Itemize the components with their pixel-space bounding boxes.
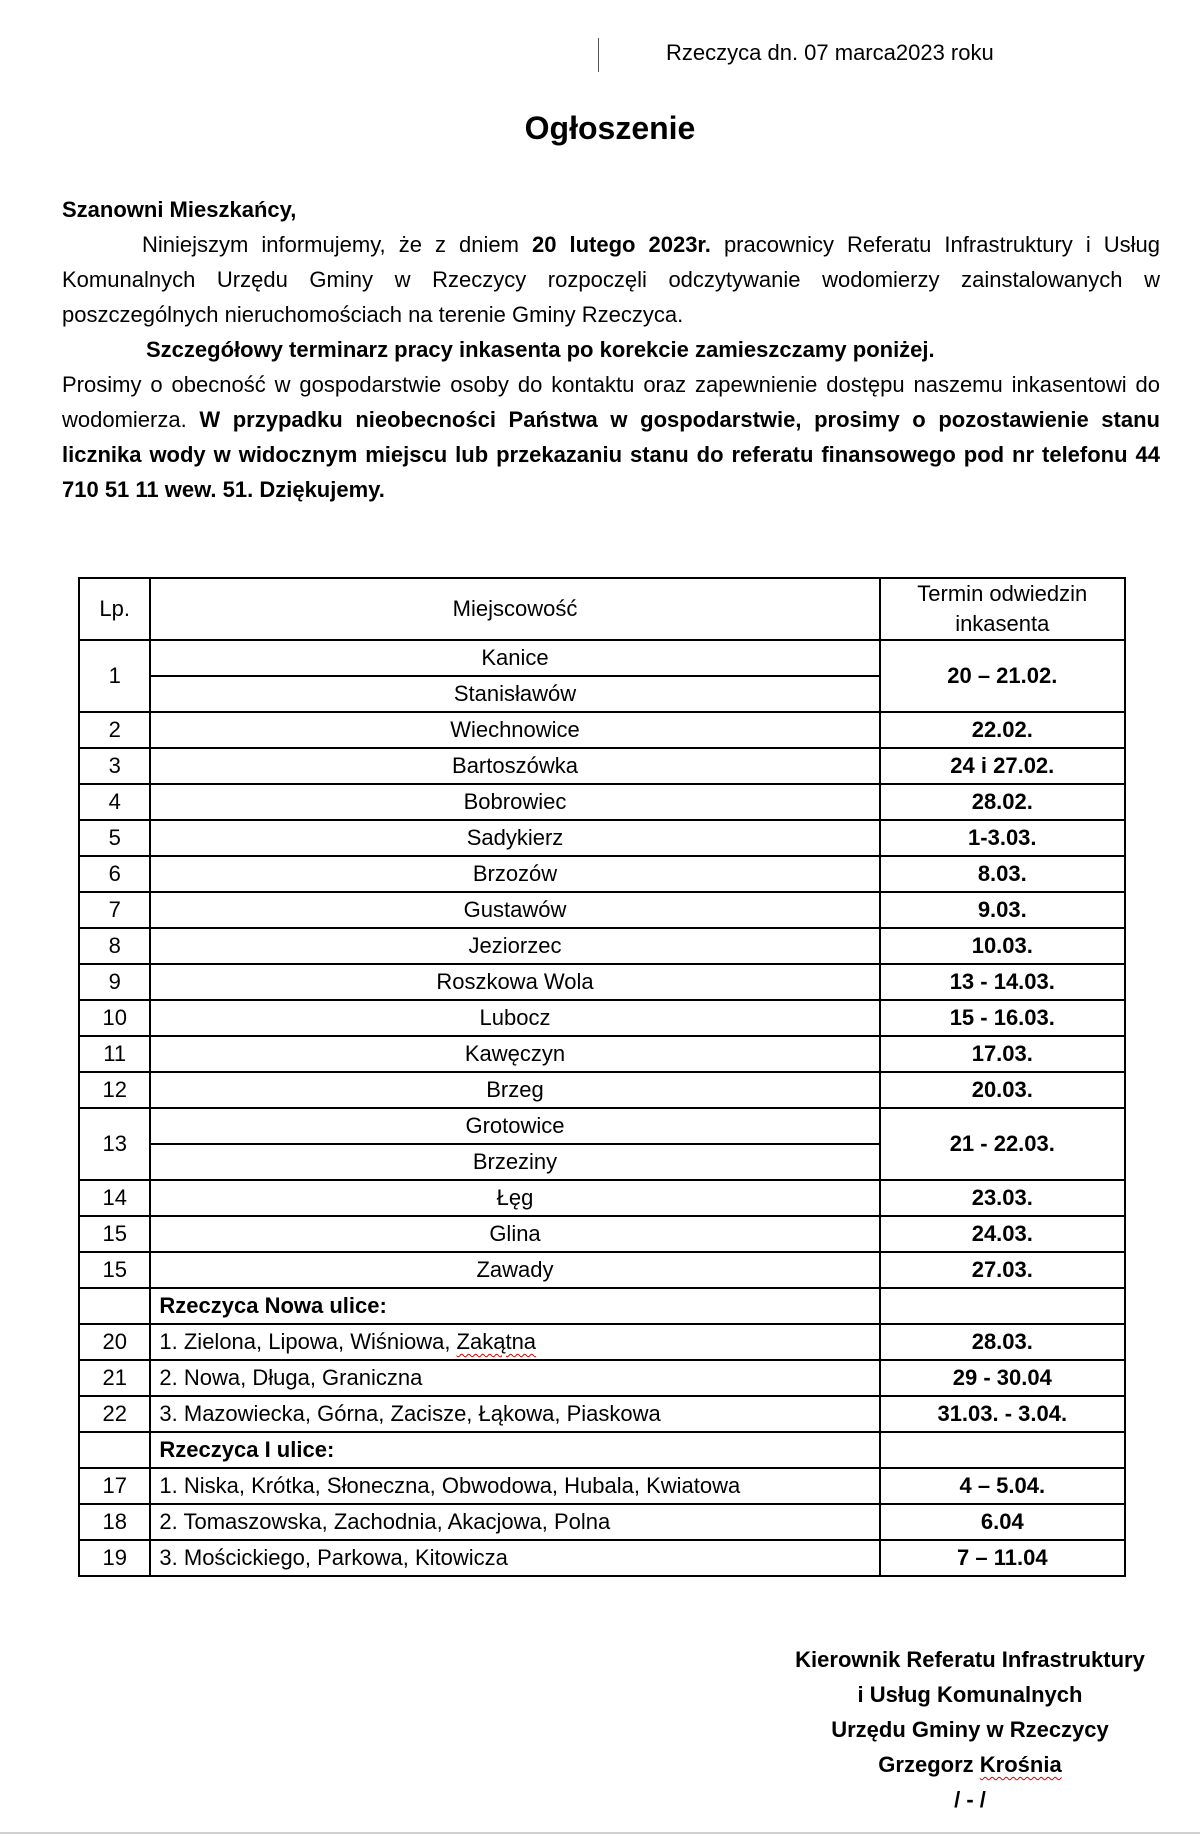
row-lp: 1 [79,640,150,712]
row-lp: 2 [79,712,150,748]
signature-block [700,1642,1200,1817]
group-header-row [79,1432,1125,1468]
row-lp: 17 [79,1468,150,1504]
row-lp: 20 [79,1324,150,1360]
table-row [79,1468,1125,1504]
row-streets [150,1468,879,1504]
row-date: 28.02. [880,784,1125,820]
row-lp: 8 [79,928,150,964]
streets-text: 2. Nowa, Długa, Graniczna [159,1365,423,1390]
row-place: Grotowice [150,1108,879,1144]
table-row [79,1360,1125,1396]
signature-line-3: Urzędu Gminy w Rzeczycy [831,1717,1109,1742]
schedule-subheading: Szczegółowy terminarz pracy inkasenta po korekcie zamieszczamy poniżej. [146,337,935,362]
row-place: Lubocz [150,1000,879,1036]
row-streets [150,1360,879,1396]
row-date: 24 i 27.02. [880,748,1125,784]
row-date: 24.03. [880,1216,1125,1252]
row-lp: 13 [79,1108,150,1180]
row-date: 15 - 16.03. [880,1000,1125,1036]
text-cursor [598,38,599,72]
table-row [79,928,1125,964]
row-lp: 18 [79,1504,150,1540]
streets-text: 1. Zielona, Lipowa, Wiśniowa, [159,1329,457,1354]
row-place: Jeziorzec [150,928,879,964]
streets-flagged-word: Zakątna [456,1329,537,1354]
signature-first-name: Grzegorz [878,1752,980,1777]
table-row [79,1504,1125,1540]
row-lp: 19 [79,1540,150,1576]
row-streets [150,1540,879,1576]
paragraph-request [62,367,1160,507]
row-date: 13 - 14.03. [880,964,1125,1000]
announcement-body [62,192,1160,507]
table-row [79,1072,1125,1108]
row-streets [150,1504,879,1540]
header-date-line2: inkasenta [955,611,1050,636]
table-row [79,1324,1125,1360]
row-place: Brzozów [150,856,879,892]
signature-mark: / - / [954,1787,986,1812]
row-date: 21 - 22.03. [880,1108,1125,1180]
table-row [79,1252,1125,1288]
paragraph-intro [62,227,1160,332]
table-row [79,784,1125,820]
row-date: 27.03. [880,1252,1125,1288]
group-header-row [79,1288,1125,1324]
row-lp: 15 [79,1252,150,1288]
row-place: Roszkowa Wola [150,964,879,1000]
row-lp: 14 [79,1180,150,1216]
row-date: 17.03. [880,1036,1125,1072]
row-place: Brzeg [150,1072,879,1108]
row-lp: 21 [79,1360,150,1396]
signature-line-1: Kierownik Referatu Infrastruktury [795,1647,1145,1672]
group-lp-empty [79,1288,150,1324]
group-title: Rzeczyca Nowa ulice: [150,1288,879,1324]
row-date: 22.02. [880,712,1125,748]
table-row [79,1036,1125,1072]
header-place: Miejscowość [150,578,879,640]
group-date-empty [880,1432,1125,1468]
page-edge [0,1832,1200,1834]
row-place: Bartoszówka [150,748,879,784]
row-place: Glina [150,1216,879,1252]
row-date: 29 - 30.04 [880,1360,1125,1396]
table-row [79,640,1125,676]
row-lp: 15 [79,1216,150,1252]
table-row [79,856,1125,892]
signature-last-name: Krośnia [979,1752,1062,1777]
header-date-line1: Termin odwiedzin [917,581,1088,606]
row-date: 23.03. [880,1180,1125,1216]
row-date: 9.03. [880,892,1125,928]
row-date: 10.03. [880,928,1125,964]
table-header-row [79,578,1125,640]
group-lp-empty [79,1432,150,1468]
row-place: Kanice [150,640,879,676]
row-date: 20.03. [880,1072,1125,1108]
row-place: Gustawów [150,892,879,928]
table-row [79,712,1125,748]
streets-text: 2. Tomaszowska, Zachodnia, Akacjowa, Polna [159,1509,611,1534]
row-place: Stanisławów [150,676,879,712]
row-lp: 6 [79,856,150,892]
row-date: 20 – 21.02. [880,640,1125,712]
row-place: Łęg [150,1180,879,1216]
row-place: Sadykierz [150,820,879,856]
start-date: 20 lutego 2023r. [531,232,711,257]
schedule-table [78,577,1126,1577]
table-row [79,964,1125,1000]
table-row [79,1216,1125,1252]
row-place: Wiechnowice [150,712,879,748]
row-lp: 9 [79,964,150,1000]
row-date: 8.03. [880,856,1125,892]
table-row [79,1108,1125,1144]
request-text-bold: W przypadku nieobecności Państwa w gospodarstwie, prosimy o pozostawienie stanu licznika wody w widocznym miejscu lub przekazaniu stanu do referatu finansowego pod nr telefonu 44 710 51 11 wew. 51. Dziękujemy. [62,407,1160,502]
signature-name [700,1747,1200,1782]
group-title: Rzeczyca I ulice: [150,1432,879,1468]
row-date: 31.03. - 3.04. [880,1396,1125,1432]
row-lp: 10 [79,1000,150,1036]
document-title: Ogłoszenie [524,110,696,146]
row-date: 1-3.03. [880,820,1125,856]
table-row [79,820,1125,856]
row-place: Bobrowiec [150,784,879,820]
table-row [79,1540,1125,1576]
row-lp: 5 [79,820,150,856]
intro-text-c: pracownicy Referatu Infrastruktury i Usług Komunalnych Urzędu Gminy w Rzeczycy rozpoczęli odczytywanie wodomierzy zainstalowanych w poszczególnych nieruchomościach na terenie Gminy Rzeczyca. [62,232,1160,327]
table-row [79,748,1125,784]
table-row [79,1180,1125,1216]
row-lp: 12 [79,1072,150,1108]
row-streets [150,1324,879,1360]
date-line: Rzeczyca dn. 07 marca2023 roku [666,40,994,65]
row-lp: 7 [79,892,150,928]
streets-text: 3. Mazowiecka, Górna, Zacisze, Łąkowa, Piaskowa [159,1401,661,1426]
table-row [79,1396,1125,1432]
greeting: Szanowni Mieszkańcy, [62,197,297,222]
row-place: Brzeziny [150,1144,879,1180]
table-row [79,892,1125,928]
header-date [880,578,1125,640]
signature-line-2: i Usług Komunalnych [857,1682,1083,1707]
streets-text: 1. Niska, Krótka, Słoneczna, Obwodowa, Hubala, Kwiatowa [159,1473,741,1498]
row-date: 4 – 5.04. [880,1468,1125,1504]
row-date: 7 – 11.04 [880,1540,1125,1576]
group-date-empty [880,1288,1125,1324]
row-streets [150,1396,879,1432]
row-lp: 22 [79,1396,150,1432]
intro-text-a: Niniejszym informujemy, że z dniem [142,232,532,257]
request-text-a: Prosimy o obecność w gospodarstwie osoby do kontaktu oraz zapewnienie dostępu naszemu inkasentowi do wodomierza. [62,372,1160,432]
table-row [79,1000,1125,1036]
row-place: Kawęczyn [150,1036,879,1072]
row-date: 6.04 [880,1504,1125,1540]
row-lp: 4 [79,784,150,820]
row-lp: 3 [79,748,150,784]
row-date: 28.03. [880,1324,1125,1360]
streets-text: 3. Mościckiego, Parkowa, Kitowicza [159,1545,508,1570]
row-lp: 11 [79,1036,150,1072]
header-lp: Lp. [79,578,150,640]
row-place: Zawady [150,1252,879,1288]
